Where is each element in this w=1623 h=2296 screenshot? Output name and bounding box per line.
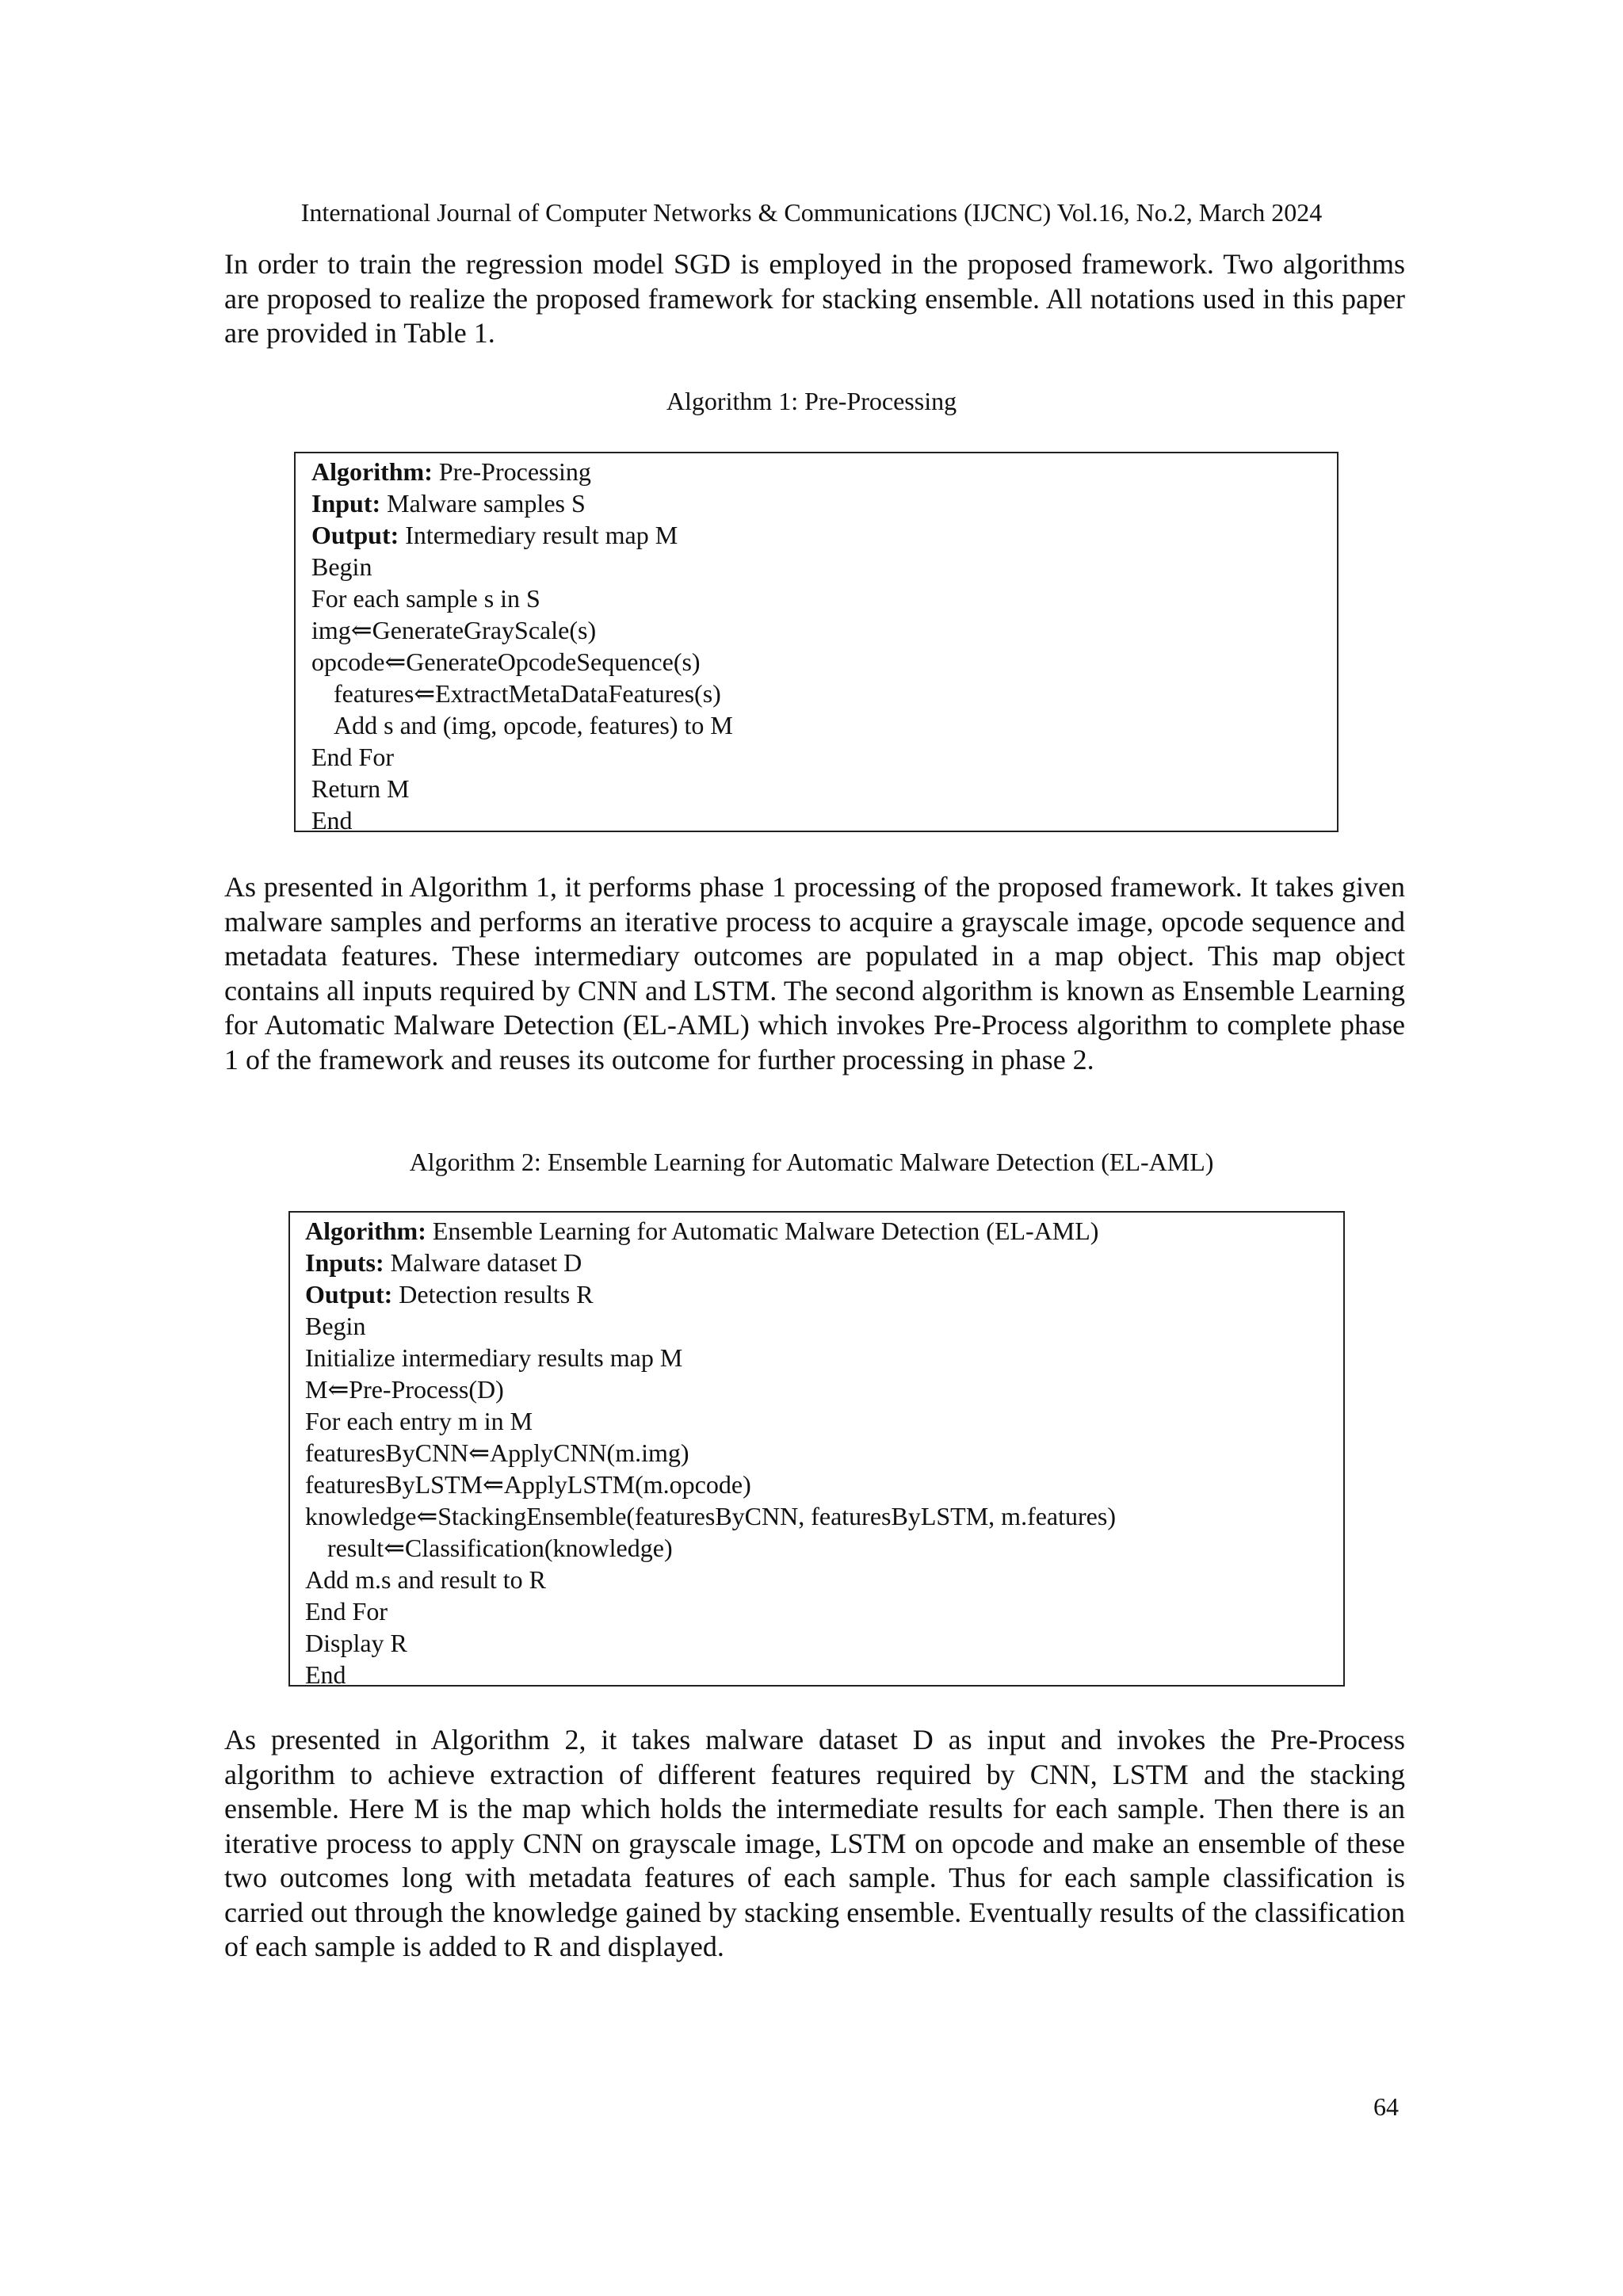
algorithm1-line: Return M [311, 774, 410, 803]
journal-header: International Journal of Computer Networks & Communications (IJCNC) Vol.16, No.2, March 2024 [300, 198, 1323, 227]
algorithm1-line: img⇐GenerateGrayScale(s) [311, 616, 597, 644]
algorithm2-line: Initialize intermediary results map M [305, 1343, 683, 1372]
algorithm1-input-line: Input: Malware samples S [311, 489, 586, 518]
algorithm2-title-line: Algorithm: Ensemble Learning for Automatic Malware Detection (EL-AML) [305, 1217, 1099, 1245]
algorithm1-line: Add s and (img, opcode, features) to M [334, 711, 733, 739]
page-number: 64 [1373, 2092, 1399, 2121]
paragraph-intro: In order to train the regression model SGD is employed in the proposed framework. Two algorithms are proposed to realize the proposed framework for stacking ensemble. All notations used in this paper are provided in Table 1. [224, 248, 1405, 349]
algorithm2-line: End For [305, 1597, 388, 1626]
algorithm2-line: knowledge⇐StackingEnsemble(featuresByCNN, featuresByLSTM, m.features) [305, 1502, 1116, 1530]
algorithm1-line: opcode⇐GenerateOpcodeSequence(s) [311, 648, 701, 676]
algorithm1-line: End For [311, 743, 394, 771]
algorithm2-line: Display R [305, 1629, 407, 1657]
algorithm1-line: features⇐ExtractMetaDataFeatures(s) [334, 679, 721, 708]
algorithm1-output-line: Output: Intermediary result map M [311, 521, 678, 549]
algorithm2-line: End [305, 1660, 346, 1689]
algorithm1-line: End [311, 806, 353, 835]
paragraph-algorithm1-description: As presented in Algorithm 1, it performs phase 1 processing of the proposed framework. It takes given malware samples and performs an iterative process to acquire a grayscale image, opcode sequence and metadata features. These intermediary outcomes are populated in a map object. This map object contains all inputs required by CNN and LSTM. The second algorithm is known as Ensemble Learning for Automatic Malware Detection (EL-AML) which invokes Pre-Process algorithm to complete phase 1 of the framework and reuses its outcome for further processing in phase 2. [224, 871, 1405, 1075]
paragraph-algorithm2-description: As presented in Algorithm 2, it takes malware dataset D as input and invokes the Pre-Process algorithm to achieve extraction of different features required by CNN, LSTM and the stacking ensemble. Here M is the map which holds the intermediate results for each sample. Then there is an iterative process to apply CNN on grayscale image, LSTM on opcode and make an ensemble of these two outcomes long with metadata features of each sample. Thus for each sample classification is carried out through the knowledge gained by stacking ensemble. Eventually results of the classification of each sample is added to R and displayed. [224, 1724, 1405, 1962]
algorithm2-input-line: Inputs: Malware dataset D [305, 1248, 582, 1277]
algorithm1-box [294, 452, 1338, 835]
algorithm2-line: result⇐Classification(knowledge) [327, 1534, 673, 1562]
algorithm2-line: featuresByLSTM⇐ApplyLSTM(m.opcode) [305, 1470, 751, 1499]
algorithm2-line: featuresByCNN⇐ApplyCNN(m.img) [305, 1438, 689, 1467]
algorithm1-line: Begin [311, 552, 372, 581]
algorithm1-line: For each sample s in S [311, 584, 540, 613]
algorithm2-box [288, 1211, 1345, 1687]
algorithm2-caption: Algorithm 2: Ensemble Learning for Automatic Malware Detection (EL-AML) [409, 1148, 1214, 1176]
algorithm1-title-line: Algorithm: Pre-Processing [311, 457, 591, 486]
algorithm2-line: For each entry m in M [305, 1407, 533, 1435]
algorithm2-line: Begin [305, 1312, 366, 1340]
algorithm2-line: Add m.s and result to R [305, 1565, 546, 1594]
algorithm2-output-line: Output: Detection results R [305, 1280, 594, 1308]
algorithm1-caption: Algorithm 1: Pre-Processing [666, 387, 957, 415]
algorithm2-line: M⇐Pre-Process(D) [305, 1375, 504, 1404]
